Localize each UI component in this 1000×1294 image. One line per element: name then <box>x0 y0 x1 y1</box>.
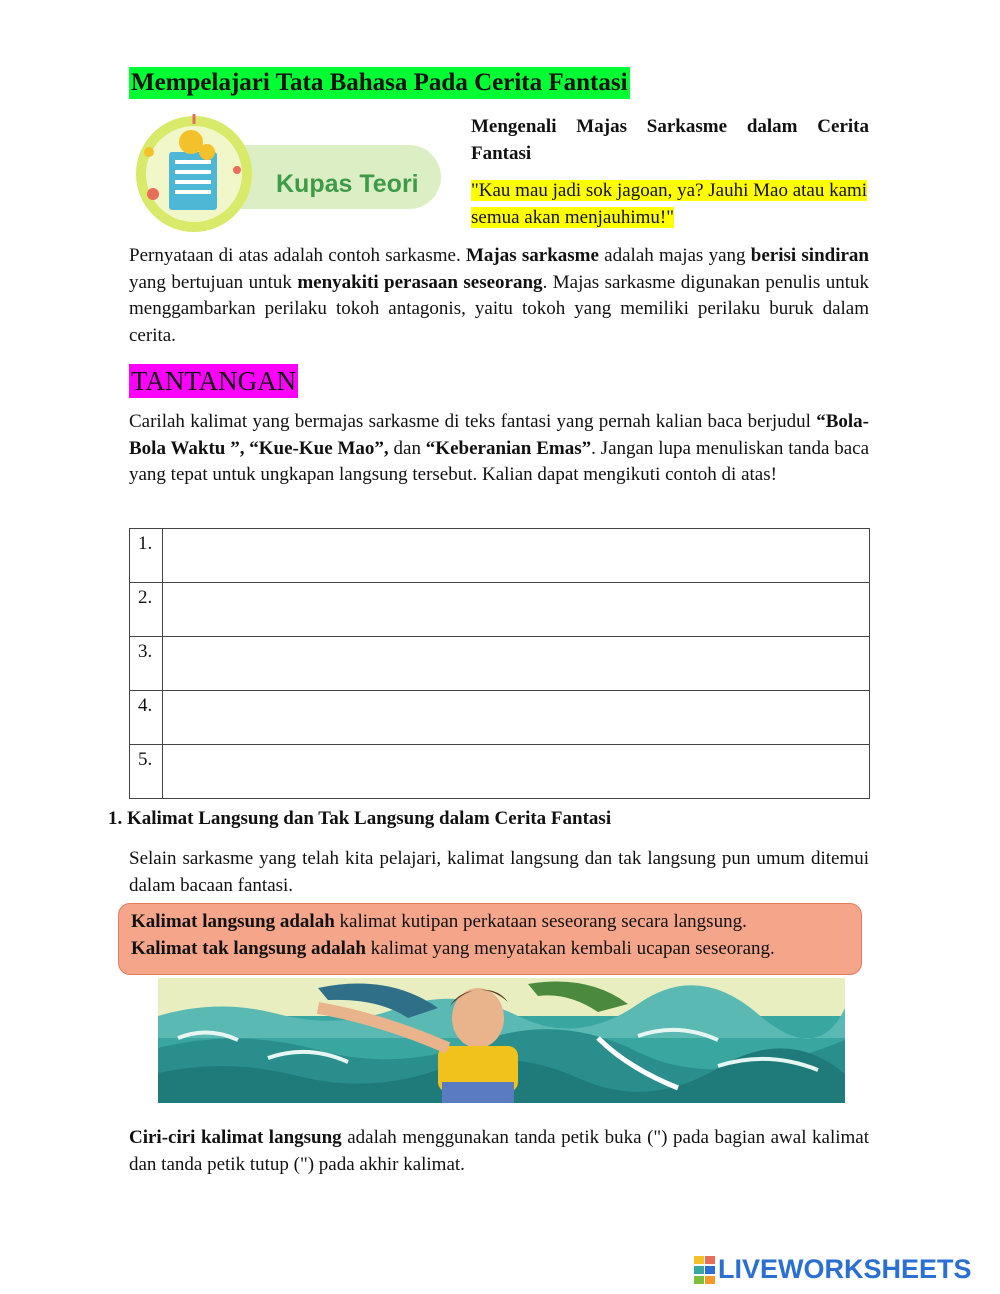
liveworksheets-logo-icon <box>694 1256 716 1284</box>
explanation-text: Pernyataan di atas adalah contoh sarkasme. <box>129 245 466 266</box>
section-1-intro: Selain sarkasme yang telah kita pelajari, kalimat langsung dan tak langsung pun umum ditemui dalam bacaan fantasi. <box>129 848 869 896</box>
definition-box <box>118 903 862 975</box>
example-quote-text: "Kau mau jadi sok jagoan, ya? Jauhi Mao atau kami semua akan menjauhimu!" <box>471 180 868 228</box>
answer-field[interactable] <box>163 529 870 583</box>
challenge-heading: TANTANGAN <box>131 366 297 396</box>
logo-text: LIVEWORKSHEETS <box>718 1254 972 1284</box>
explanation-bold: berisi sindiran <box>750 245 869 266</box>
liveworksheets-logo[interactable] <box>694 1254 972 1285</box>
example-quote <box>471 177 869 231</box>
answer-row <box>130 529 870 583</box>
answer-field[interactable] <box>163 583 870 637</box>
explanation-bold: Majas sarkasme <box>465 245 599 266</box>
answer-field[interactable] <box>163 745 870 799</box>
explanation-text: . Majas sarkasme digunakan penulis untuk menggambarkan perilaku tokoh antagonis, yaitu tokoh yang memiliki perilaku buruk dalam cerita. <box>129 271 870 346</box>
answer-row <box>130 745 870 799</box>
explanation-bold: menyakiti perasaan seseorang <box>297 271 543 293</box>
indirect-definition <box>131 935 861 962</box>
challenge-bold: “Bola-Bola Waktu ”, “Kue-Kue Mao”, <box>129 411 869 459</box>
answer-field[interactable] <box>163 691 870 745</box>
challenge-text: . Jangan lupa menuliskan tanda baca yang tepat untuk ungkapan langsung tersebut. Kalian dapat mengikuti contoh di atas! <box>129 437 870 485</box>
answer-field[interactable] <box>163 637 870 691</box>
features-text: adalah menggunakan tanda petik buka (") pada bagian awal kalimat dan tanda petik tutup (") pada akhir kalimat. <box>129 1127 869 1175</box>
explanation-text: adalah majas yang <box>598 245 751 266</box>
subheading: Mengenali Majas Sarkasme dalam Cerita Fantasi <box>471 116 869 164</box>
challenge-bold: “Keberanian Emas” <box>425 437 592 459</box>
page-title: Mempelajari Tata Bahasa Pada Cerita Fantasi <box>129 67 630 99</box>
row-number: 2. <box>130 583 163 637</box>
answer-row <box>130 583 870 637</box>
row-number: 4. <box>130 691 163 745</box>
challenge-paragraph <box>129 409 869 489</box>
kupas-teori-label: Kupas Teori <box>276 170 419 198</box>
row-number: 1. <box>130 529 163 583</box>
row-number: 3. <box>130 637 163 691</box>
challenge-text: dan <box>388 437 426 459</box>
boy-in-waves-illustration <box>158 978 845 1103</box>
indirect-def: kalimat yang menyatakan kembali ucapan seseorang. <box>365 938 775 959</box>
explanation-paragraph <box>129 243 869 349</box>
section-1-heading: 1. Kalimat Langsung dan Tak Langsung dalam Cerita Fantasi <box>108 808 612 829</box>
answer-table <box>129 528 870 799</box>
row-number: 5. <box>130 745 163 799</box>
kupas-teori-badge <box>133 112 443 234</box>
features-paragraph <box>129 1125 869 1178</box>
direct-def: kalimat kutipan perkataan seseorang secara langsung. <box>334 911 747 932</box>
answer-row <box>130 637 870 691</box>
challenge-text: Carilah kalimat yang bermajas sarkasme di teks fantasi yang pernah kalian baca berjudul <box>129 411 817 432</box>
features-term: Ciri-ciri kalimat langsung <box>129 1127 342 1148</box>
explanation-text: yang bertujuan untuk <box>129 271 298 293</box>
answer-row <box>130 691 870 745</box>
direct-term: Kalimat langsung adalah <box>131 911 335 932</box>
indirect-term: Kalimat tak langsung adalah <box>131 938 366 959</box>
direct-definition <box>131 908 861 935</box>
